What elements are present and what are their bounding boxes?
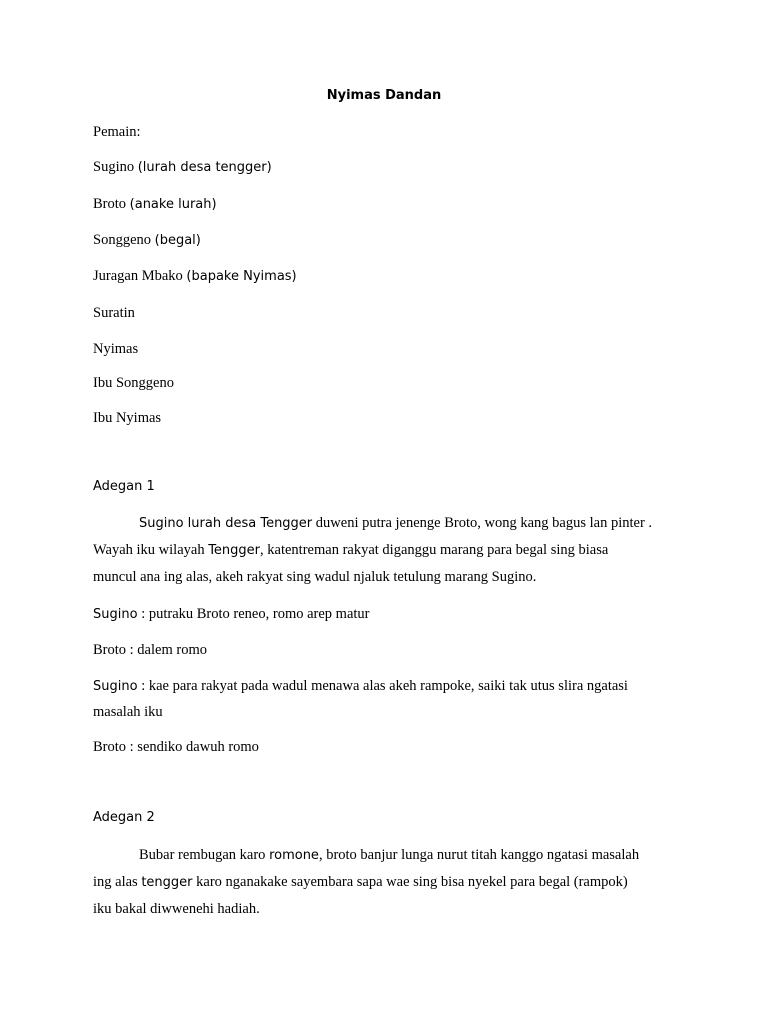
- cast-item: [93, 267, 297, 286]
- dialog-line: [93, 703, 163, 721]
- paragraph-text: muncul ana ing alas, akeh rakyat sing wadul njaluk tetulung marang Sugino.: [93, 569, 537, 585]
- paragraph-text: romone: [269, 848, 319, 863]
- cast-name: Ibu Nyimas: [93, 410, 162, 426]
- scene-paragraph-line: [93, 541, 608, 560]
- paragraph-text: duweni putra jenenge Broto, wong kang bagus lan pinter .: [312, 515, 653, 531]
- paragraph-text: Bubar rembugan karo: [139, 847, 270, 863]
- dialog-text: : putraku Broto reneo, romo arep matur: [137, 606, 370, 622]
- dialog-speaker: Sugino: [93, 607, 138, 622]
- paragraph-text: iku bakal diwwenehi hadiah.: [93, 901, 260, 917]
- cast-item: [93, 374, 174, 392]
- paragraph-text: , broto banjur lunga nurut titah kanggo ngatasi masalah: [318, 847, 640, 863]
- cast-name: Sugino: [93, 159, 138, 175]
- cast-item: [93, 231, 201, 250]
- dialog-line: [93, 677, 628, 696]
- cast-item: [93, 409, 161, 427]
- dialog-line: [93, 605, 370, 624]
- paragraph-text: ing alas: [93, 874, 142, 890]
- paragraph-text: Wayah iku wilayah: [93, 542, 209, 558]
- scene-paragraph-line: [93, 568, 536, 586]
- cast-name: Ibu Songgeno: [93, 375, 174, 391]
- paragraph-text: karo nganakake sayembara sapa wae sing bisa nyekel para begal (rampok): [192, 874, 628, 890]
- scene-paragraph-line: [93, 900, 260, 918]
- dialog-text: Broto : dalem romo: [93, 642, 207, 658]
- dialog-line: [93, 738, 259, 756]
- cast-name: Nyimas: [93, 341, 139, 357]
- cast-role: (bapake Nyimas): [186, 269, 297, 284]
- cast-role: (begal): [154, 233, 201, 248]
- cast-item: [93, 340, 138, 358]
- scene-heading: Adegan 1: [93, 479, 155, 494]
- paragraph-text: tengger: [141, 875, 193, 890]
- document-title: Nyimas Dandan: [326, 88, 442, 103]
- paragraph-text: Sugino lurah desa Tengger: [139, 516, 313, 531]
- paragraph-text: Tengger: [208, 543, 261, 558]
- dialog-text: Broto : sendiko dawuh romo: [93, 739, 259, 755]
- cast-role: (lurah desa tengger): [137, 160, 272, 175]
- dialog-speaker: Sugino: [93, 679, 138, 694]
- cast-role: (anake lurah): [129, 197, 217, 212]
- cast-name: Songgeno: [93, 232, 155, 248]
- dialog-text: masalah iku: [93, 704, 163, 720]
- scene-heading: Adegan 2: [93, 810, 155, 825]
- dialog-text: : kae para rakyat pada wadul menawa alas akeh rampoke, saiki tak utus slira ngatasi: [137, 678, 628, 694]
- cast-name: Broto: [93, 196, 130, 212]
- cast-item: [93, 304, 135, 322]
- scene-paragraph-line: [139, 846, 639, 865]
- cast-name: Juragan Mbako: [93, 268, 187, 284]
- cast-item: [93, 195, 217, 214]
- paragraph-text: , katentreman rakyat diganggu marang para begal sing biasa: [260, 542, 609, 558]
- dialog-line: [93, 641, 207, 659]
- cast-heading: Pemain:: [93, 124, 141, 140]
- scene-paragraph-line: [139, 514, 652, 533]
- cast-item: [93, 158, 272, 177]
- cast-name: Suratin: [93, 305, 135, 321]
- scene-paragraph-line: [93, 873, 628, 892]
